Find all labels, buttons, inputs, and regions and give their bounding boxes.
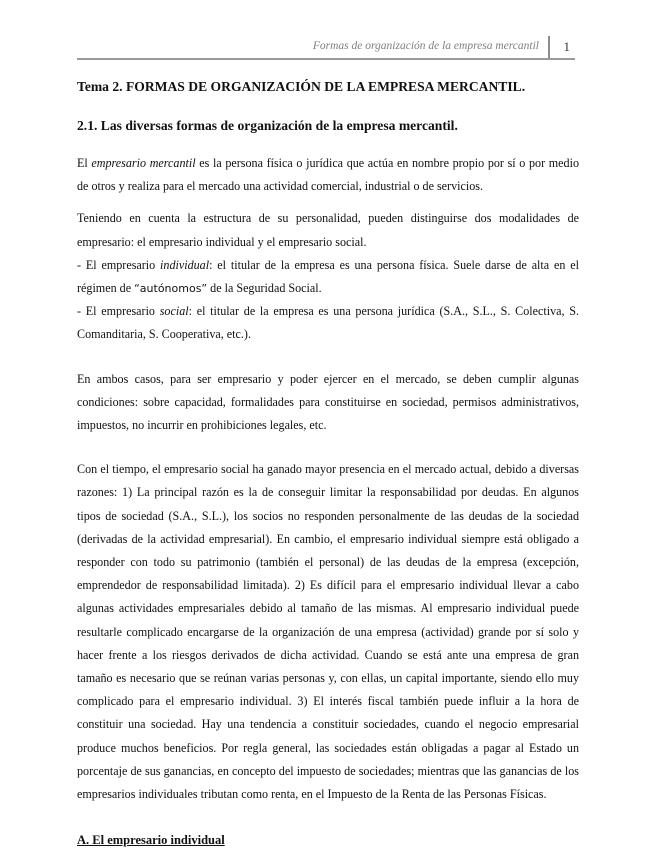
- paragraph-definition: [77, 152, 579, 198]
- header-separator: [548, 36, 550, 58]
- p3-mid: : el titular de la empresa es una persona física. Suele darse de alta en el régimen de: [77, 257, 579, 296]
- p1-post: es la persona física o jurídica que actúa en nombre propio por sí o por medio de otros y realiza para el mercado una actividad comercial, industrial o de servicios.: [77, 156, 579, 194]
- document-title: Tema 2. FORMAS DE ORGANIZACIÓN DE LA EMPRESA MERCANTIL.: [77, 79, 526, 94]
- section-subtitle: 2.1. Las diversas formas de organización de la empresa mercantil.: [77, 118, 458, 133]
- paragraph-razones: Con el tiempo, el empresario social ha ganado mayor presencia en el mercado actual, debido a diversas razones: 1) La principal razón es la de conseguir limitar la responsabilidad por deudas. En algunos tipos de sociedad (S.A., S.L.), los socios no responden personalmente de las deudas de la sociedad (derivadas de la actividad empresarial). En cambio, el empresario individual siempre está obligado a responder con todo su patrimonio (también el personal) de las deudas de la empresa (excepción, emprendedor de responsabilidad limitada). 2) Es difícil para el empresario individual llevar a cabo algunas actividades empresariales debido al tamaño de las mismas. Al empresario individual puede resultarle complicado encargarse de la organización de una empresa (actividad) grande por sí solo y hacer frente a los riesgos derivados de dicha actividad. Cuando se está ante una empresa de gran tamaño es necesario que se reúnan varias personas y, con ellas, un capital importante, siendo ello muy complicado para el empresario individual. 3) El interés fiscal también puede influir a la hora de constituir una sociedad. Hay una tendencia a constituir sociedades, cuando el negocio empresarial produce muchos beneficios. Por regla general, las sociedades están obligadas a pagar al Estado un porcentaje de sus ganancias, en concepto del impuesto de sociedades; mientras que las ganancias de los empresarios individuales tributan como renta, en el Impuesto de la Renta de las Personas Físicas.: [77, 462, 579, 802]
- header-rule: [77, 58, 575, 60]
- p3-pre: - El empresario: [77, 257, 161, 272]
- page-number: 1: [563, 39, 570, 54]
- p4-pre: - El empresario: [77, 304, 160, 319]
- section-heading: A. El empresario individual: [77, 833, 225, 848]
- paragraph-condiciones: En ambos casos, para ser empresario y poder ejercer en el mercado, se deben cumplir algunas condiciones: sobre capacidad, formalidades para constituirse en sociedad, permisos administrativos, impuestos, no incurrir en prohibiciones legales, etc.: [77, 371, 579, 433]
- document-body: [77, 74, 579, 852]
- paragraph-individual: [77, 254, 579, 300]
- p1-pre: El: [77, 156, 92, 170]
- paragraph-modalidades: Teniendo en cuenta la estructura de su personalidad, pueden distinguirse dos modalidades de empresario: el empresario individual y el empresario social.: [77, 211, 579, 249]
- p4-term: social: [159, 304, 189, 319]
- running-title: Formas de organización de la empresa mercantil: [312, 40, 539, 52]
- p3-term: individual: [160, 257, 210, 272]
- paragraph-social: [77, 300, 579, 346]
- p1-term: empresario mercantil: [91, 156, 196, 170]
- page-header: [77, 36, 575, 60]
- p4-post: : el titular de la empresa es una persona jurídica (S.A., S.L., S. Colectiva, S. Comanditaria, S. Cooperativa, etc.).: [77, 304, 580, 342]
- p3-quoted: “autónomos”: [134, 282, 208, 296]
- p3-post: de la Seguridad Social.: [207, 281, 322, 296]
